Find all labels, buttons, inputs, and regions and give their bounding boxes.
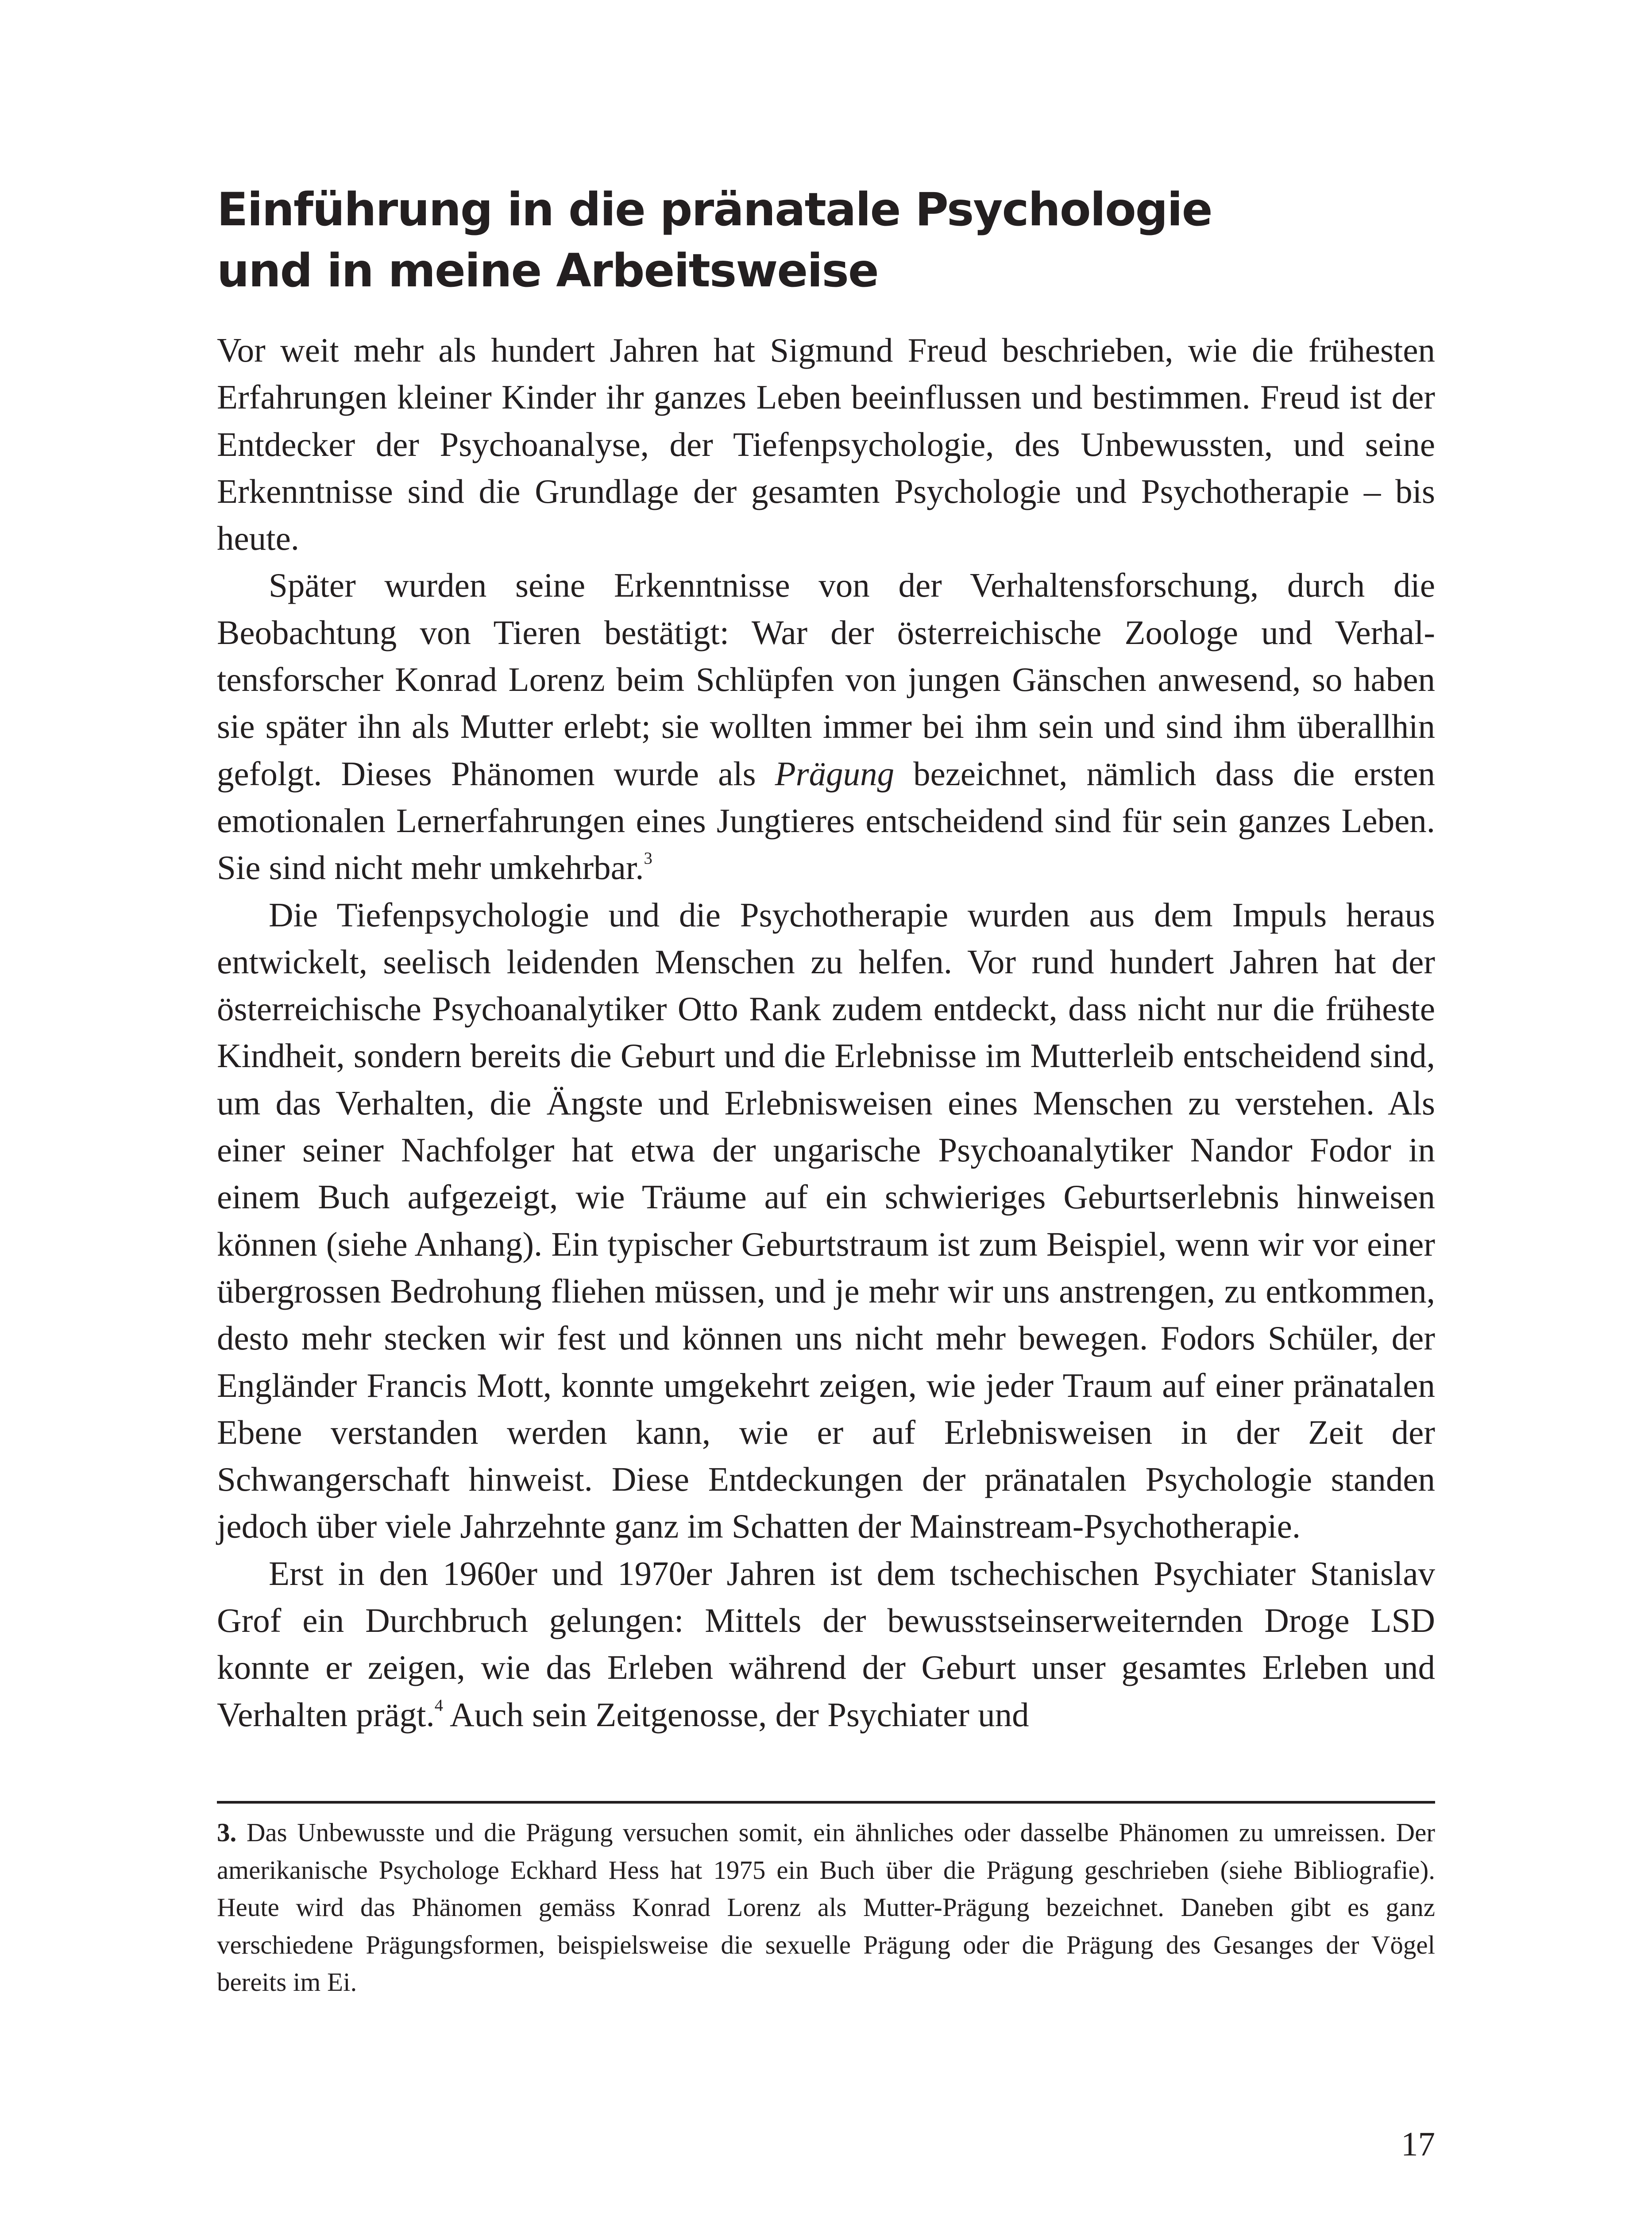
paragraph-2-text-a: Später wurden seine Erkenntnisse von der Verhaltensforschung, durch die Beobachtung von Tieren bestätigt: War der österreichische Zoologe und Verhaltensforscher Konrad Lorenz beim Schlüpfen von jungen Gänschen anwesend, so haben sie später ihn als Mutter erlebt; sie wollten immer bei ihm sein und sind ihm überallhin gefolgt. Dieses Phänomen wurde als — [217, 566, 1435, 793]
page-number: 17 — [1401, 2125, 1435, 2163]
body-text — [217, 327, 1435, 1738]
chapter-title-line-2: und in meine Arbeitsweise — [217, 244, 878, 297]
footnote-number: 3. — [217, 1818, 237, 1847]
paragraph-2 — [217, 562, 1435, 891]
footnote-ref-3: 3 — [644, 849, 652, 868]
footnote-divider — [217, 1801, 1435, 1804]
footnote-3 — [217, 1814, 1435, 2001]
chapter-title — [217, 179, 1456, 301]
paragraph-2-text-b: bezeichnet, nämlich dass die ersten emotionalen Lernerfahrungen eines Jungtieres entscheidend sind für sein ganzes Leben. Sie sind nicht mehr umkehrbar. — [217, 754, 1435, 887]
chapter-title-line-1: Einführung in die pränatale Psychologie — [217, 183, 1212, 236]
paragraph-4 — [217, 1550, 1435, 1738]
footnote-text: Das Unbewusste und die Prägung versuchen somit, ein ähnliches oder dasselbe Phänomen zu umreissen. Der amerikanische Psychologe Eckhard Hess hat 1975 ein Buch über die Prägung geschrieben (siehe Bibliografie). Heute wird das Phänomen gemäss Konrad Lorenz als Mutter-Prägung bezeichnet. Daneben gibt es ganz verschiedene Prägungsformen, beispielsweise die sexuelle Prägung oder die Prägung des Gesanges der Vögel bereits im Ei. — [217, 1818, 1435, 1997]
paragraph-4-text-a: Erst in den 1960er und 1970er Jahren ist dem tschechischen Psychiater Stanislav Grof ein Durchbruch gelungen: Mittels der bewusstseinserweiternden Droge LSD konnte er zeigen, wie das Erleben während der Geburt unser gesamtes Erleben und Verhalten prägt. — [217, 1554, 1435, 1734]
paragraph-1: Vor weit mehr als hundert Jahren hat Sigmund Freud beschrieben, wie die frühesten Erfahrungen kleiner Kinder ihr ganzes Leben beeinflussen und bestimmen. Freud ist der Entdecker der Psychoanalyse, der Tiefenpsychologie, des Unbewussten, und seine Erkenntnisse sind die Grundlage der gesamten Psychologie und Psychotherapie – bis heute. — [217, 331, 1435, 558]
paragraph-4-text-b: Auch sein Zeitgenosse, der Psychiater und — [443, 1695, 1029, 1734]
emphasis-praegung: Prägung — [775, 754, 895, 793]
paragraph-3: Die Tiefenpsychologie und die Psychotherapie wurden aus dem Impuls heraus entwickelt, seelisch leidenden Menschen zu helfen. Vor rund hundert Jahren hat der österreichische Psychoanalytiker Otto Rank zudem entdeckt, dass nicht nur die früheste Kindheit, sondern bereits die Geburt und die Erlebnisse im Mutterleib entscheidend sind, um das Verhalten, die Ängste und Erlebnisweisen eines Menschen zu verstehen. Als einer seiner Nachfolger hat etwa der ungarische Psychoanalytiker Nandor Fodor in einem Buch aufgezeigt, wie Träume auf ein schwieriges Geburtserlebnis hinweisen können (siehe Anhang). Ein typischer Geburtstraum ist zum Beispiel, wenn wir vor einer übergrossen Bedrohung fliehen müssen, und je mehr wir uns anstrengen, zu entkommen, desto mehr stecken wir fest und können uns nicht mehr bewegen. Fodors Schüler, der Engländer Francis Mott, konnte umgekehrt zeigen, wie jeder Traum auf einer pränatalen Ebene verstanden werden kann, wie er auf Erlebnisweisen in der Zeit der Schwangerschaft hinweist. Diese Entdeckungen der pränatalen Psychologie standen jedoch über viele Jahrzehnte ganz im Schatten der Mainstream-Psychotherapie. — [217, 895, 1435, 1546]
footnote-ref-4: 4 — [434, 1696, 443, 1715]
